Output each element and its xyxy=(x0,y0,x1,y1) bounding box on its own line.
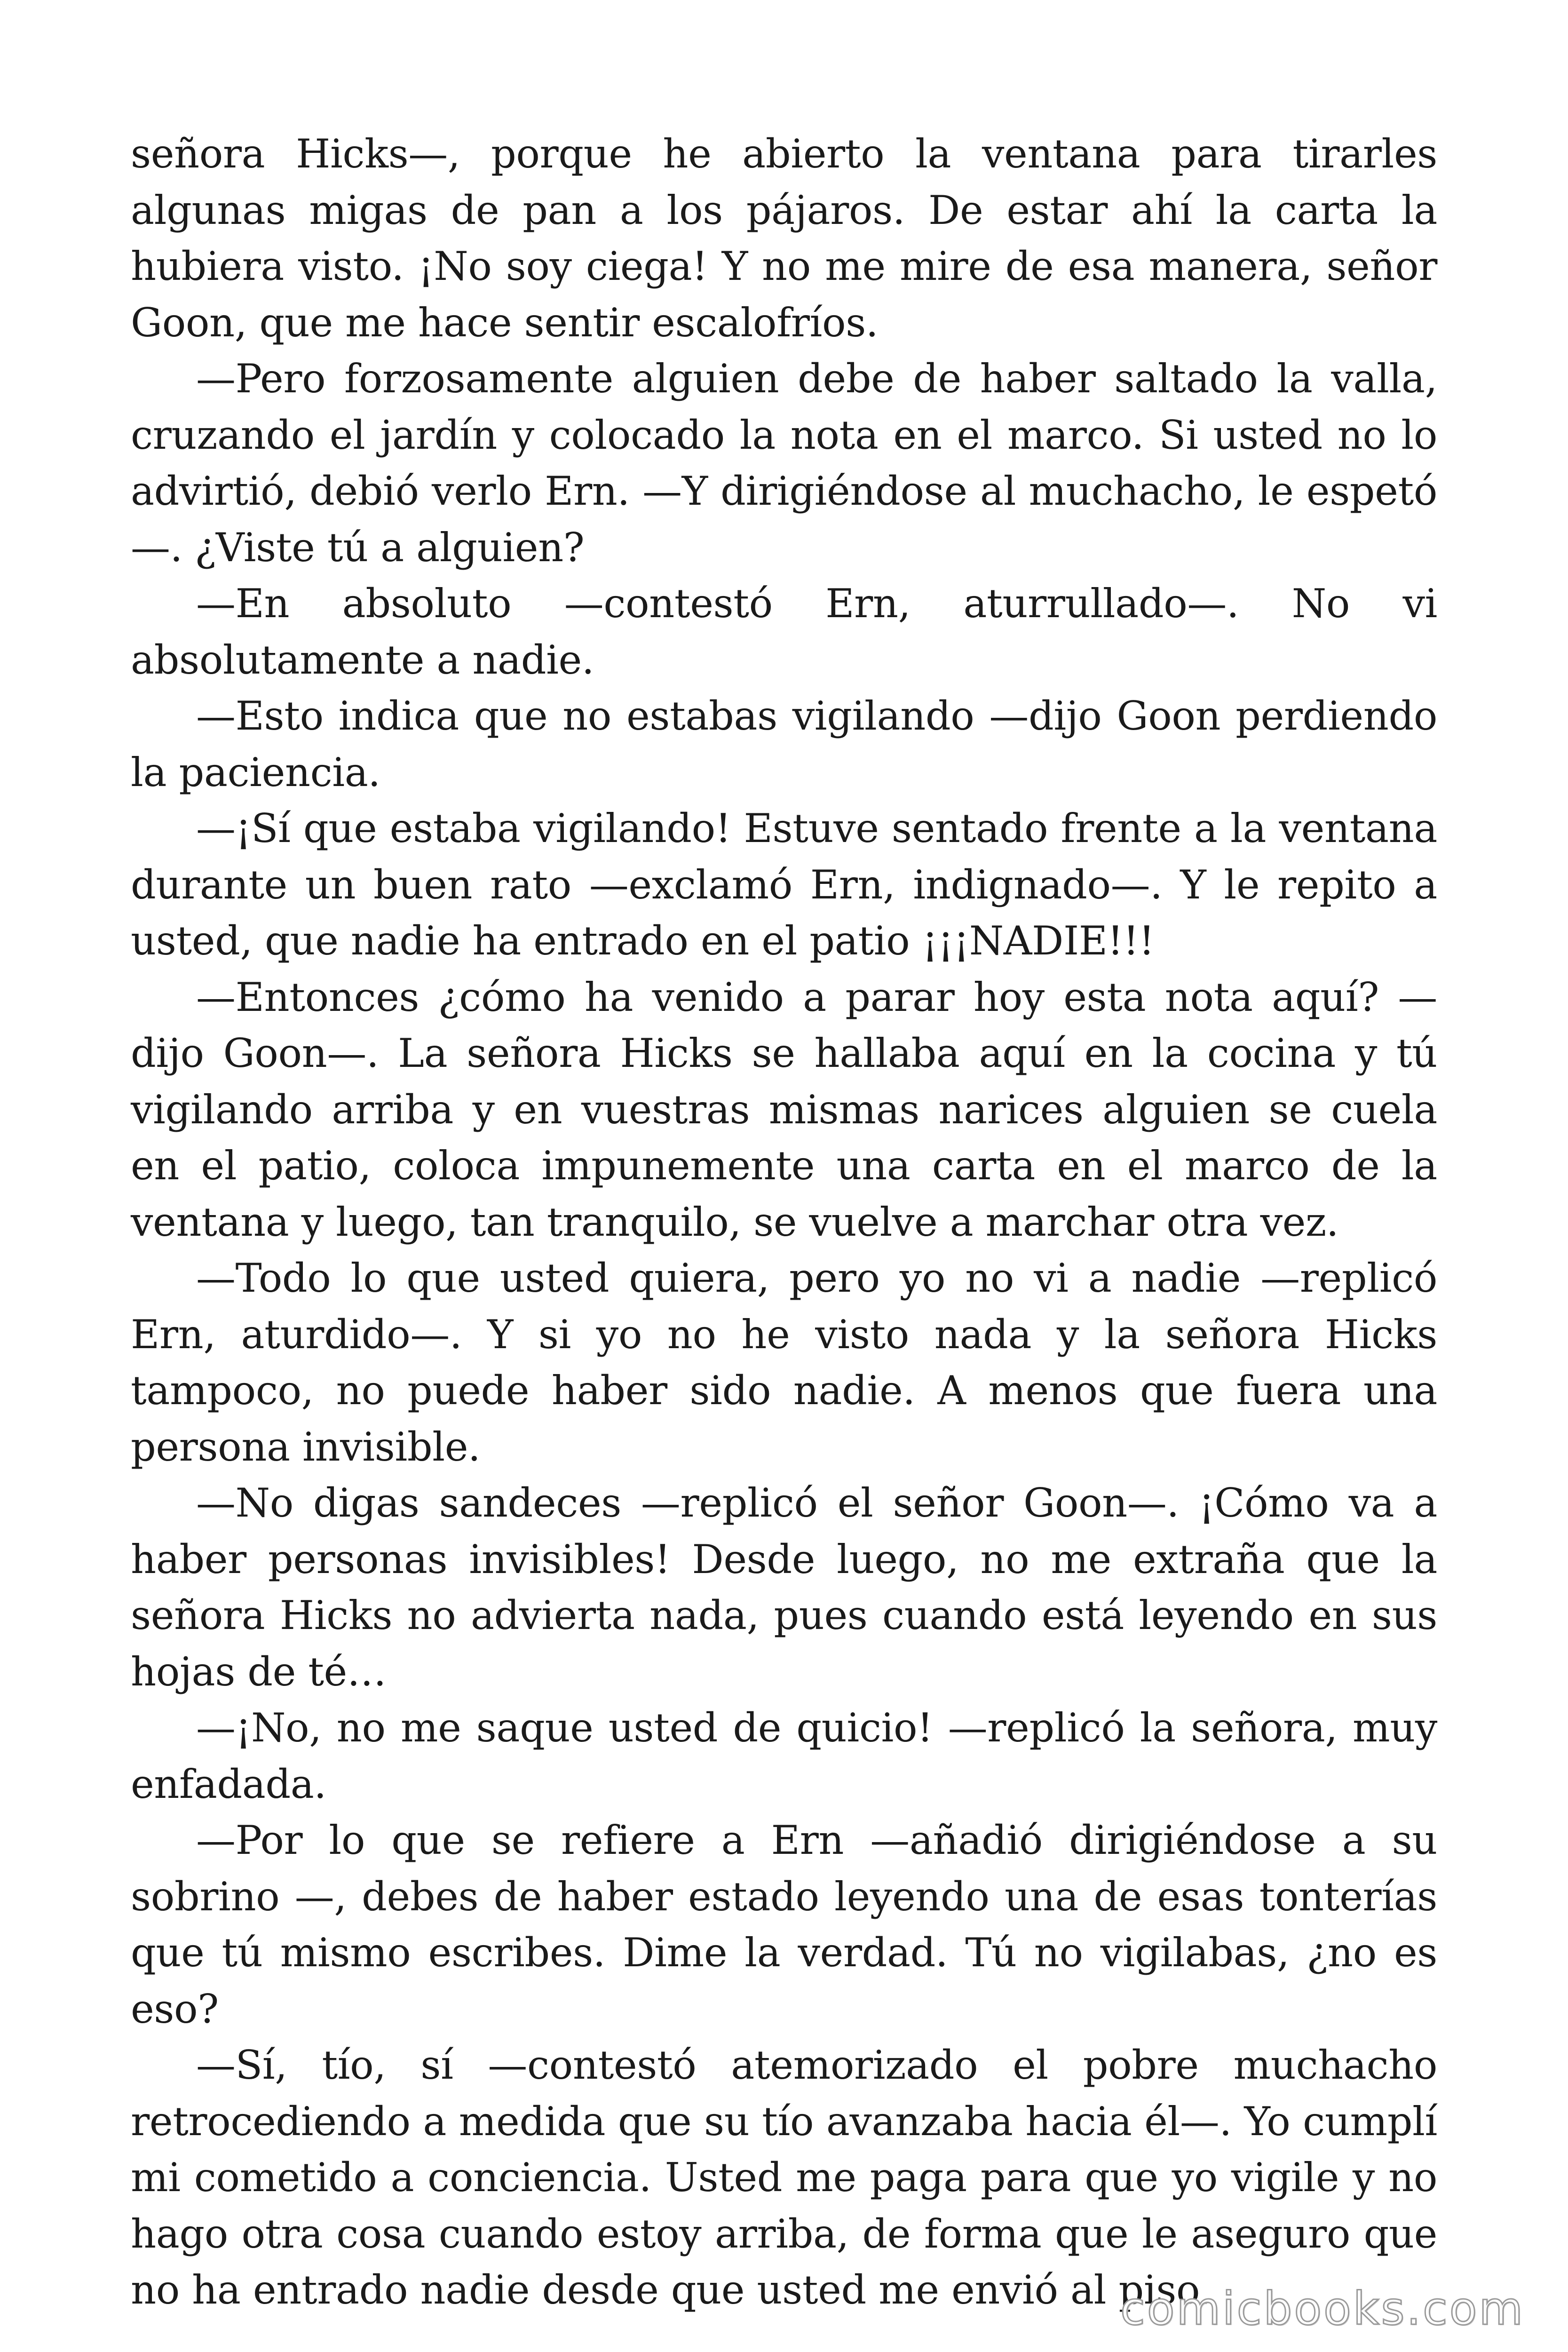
paragraph-8: —No digas sandeces —replicó el señor Goon—. ¡Cómo va a haber personas invisibles! Desde luego, no me extraña que la señora Hicks no advierta nada, pues cuando está leyendo en sus hojas de té… xyxy=(131,1480,1437,1695)
paragraph-11: —Sí, tío, sí —contestó atemorizado el pobre muchacho retrocediendo a medida que su tío avanzaba hacia él—. Yo cumplí mi cometido a conciencia. Usted me paga para que yo vigile y no hago otra cosa cuando estoy arriba, de forma que le aseguro que no ha entrado nadie desde que usted me envió al piso. xyxy=(131,2042,1437,2313)
paragraph-1: señora Hicks—, porque he abierto la ventana para tirarles algunas migas de pan a los pájaros. De estar ahí la carta la hubiera visto. ¡No soy ciega! Y no me mire de esa manera, señor Goon, que me hace sentir escalofríos. xyxy=(131,131,1437,346)
paragraph-5: —¡Sí que estaba vigilando! Estuve sentado frente a la ventana durante un buen rato —exclamó Ern, indignado—. Y le repito a usted, que nadie ha entrado en el patio ¡¡¡NADIE!!! xyxy=(131,805,1437,964)
paragraph-3: —En absoluto —contestó Ern, aturrullado—. No vi absolutamente a nadie. xyxy=(131,580,1437,683)
body-text xyxy=(131,126,1437,2319)
paragraph-6: —Entonces ¿cómo ha venido a parar hoy esta nota aquí? —dijo Goon—. La señora Hicks se hallaba aquí en la cocina y tú vigilando arriba y en vuestras mismas narices alguien se cuela en el patio, coloca impunemente una carta en el marco de la ventana y luego, tan tranquilo, se vuelve a marchar otra vez. xyxy=(131,974,1437,1245)
paragraph-4: —Esto indica que no estabas vigilando —dijo Goon perdiendo la paciencia. xyxy=(131,693,1437,795)
paragraph-10: —Por lo que se refiere a Ern —añadió dirigiéndose a su sobrino —, debes de haber estado leyendo una de esas tonterías que tú mismo escribes. Dime la verdad. Tú no vigilabas, ¿no es eso? xyxy=(131,1817,1437,2032)
paragraph-7: —Todo lo que usted quiera, pero yo no vi a nadie —replicó Ern, aturdido—. Y si yo no he visto nada y la señora Hicks tampoco, no puede haber sido nadie. A menos que fuera una persona invisible. xyxy=(131,1255,1437,1470)
paragraph-9: —¡No, no me saque usted de quicio! —replicó la señora, muy enfadada. xyxy=(131,1705,1437,1807)
watermark-text: comicbooks.com xyxy=(1120,2282,1525,2335)
paragraph-2: —Pero forzosamente alguien debe de haber saltado la valla, cruzando el jardín y colocado la nota en el marco. Si usted no lo advirtió, debió verlo Ern. —Y dirigiéndose al muchacho, le espetó —. ¿Viste tú a alguien? xyxy=(131,356,1437,571)
